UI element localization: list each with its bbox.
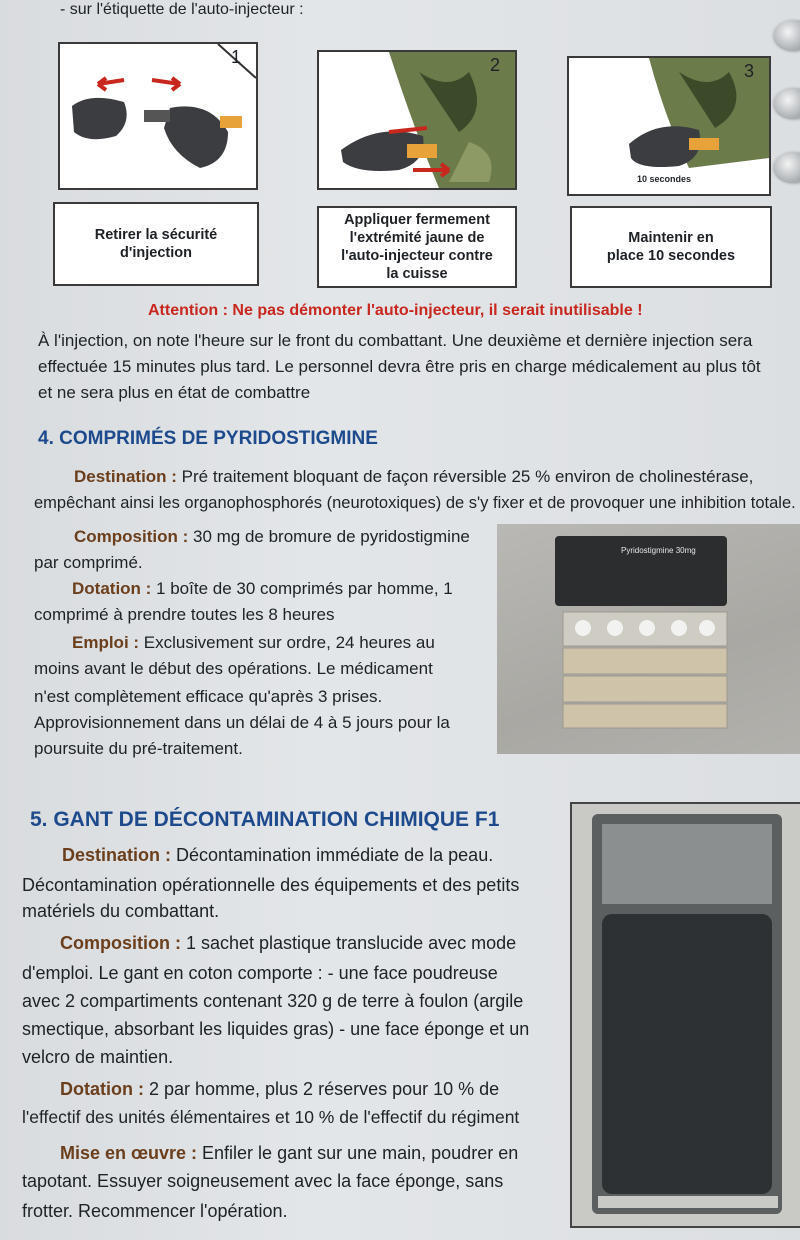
pyridostigmine-photo [497, 524, 800, 754]
caption-line: Maintenir en [628, 230, 714, 246]
destination-line [62, 842, 493, 868]
pill-box-illustration [497, 524, 800, 754]
caption-line: Retirer la sécurité [94, 227, 218, 243]
dotation-line: comprimé à prendre toutes les 8 heures [34, 605, 335, 624]
composition-line: par comprimé. [34, 553, 143, 572]
destination-label: Destination : [74, 467, 177, 486]
attention-warning: Attention : Ne pas démonter l'auto-injecteur, il serait inutilisable ! [148, 302, 643, 319]
mise-line: frotter. Recommencer l'opération. [22, 1201, 288, 1221]
emploi-label: Emploi : [72, 633, 140, 652]
step-number: 1 [230, 47, 241, 67]
step-3-illustration [567, 56, 771, 196]
composition-line: velcro de maintien. [22, 1047, 174, 1067]
intro-line: - sur l'étiquette de l'auto-injecteur : [60, 1, 304, 18]
destination-text: Décontamination immédiate de la peau. [171, 845, 494, 865]
dotation-label: Dotation : [60, 1079, 144, 1099]
destination-line: empêchant ainsi les organophosphorés (neurotoxiques) de s'y fixer et de provoquer une inhibition totale. [34, 494, 796, 512]
binder-ring [774, 20, 800, 50]
dotation-text: 2 par homme, plus 2 réserves pour 10 % de [143, 1079, 500, 1099]
emploi-text: Exclusivement sur ordre, 24 heures au [139, 633, 435, 652]
step-2-illustration [317, 50, 517, 190]
composition-line: avec 2 compartiments contenant 320 g de terre à foulon (argile [22, 991, 524, 1011]
mise-line: tapotant. Essuyer soigneusement avec la face éponge, sans [22, 1171, 504, 1191]
injection-text-line: et ne sera plus en état de combattre [38, 383, 311, 402]
dotation-line: l'effectif des unités élémentaires et 10 % de l'effectif du régiment [22, 1107, 520, 1127]
dotation-line [72, 576, 453, 602]
dotation-label: Dotation : [72, 579, 152, 598]
dotation-text: 1 boîte de 30 comprimés par homme, 1 [151, 579, 453, 598]
injection-text-line: effectuée 15 minutes plus tard. Le personnel devra être pris en charge médicalement au plus tôt [38, 357, 761, 376]
composition-text: 30 mg de bromure de pyridostigmine [188, 527, 470, 546]
step-number: 3 [743, 61, 754, 81]
pill-box-label: Pyridostigmine 30mg [621, 546, 696, 555]
step-2-caption [317, 206, 517, 288]
mise-line [60, 1140, 518, 1166]
step-number: 2 [489, 55, 500, 75]
binder-ring [774, 152, 800, 182]
caption-line: la cuisse [386, 266, 448, 282]
glove-sachet-photo [570, 802, 800, 1228]
dotation-line [60, 1076, 499, 1102]
emploi-line: poursuite du pré-traitement. [34, 739, 243, 758]
binder-ring [774, 88, 800, 118]
caption-line: place 10 secondes [606, 248, 736, 264]
composition-label: Composition : [60, 933, 181, 953]
timer-label: 10 secondes [637, 174, 692, 184]
emploi-line [72, 630, 435, 656]
step-1-illustration [58, 42, 258, 190]
section-4-title: 4. COMPRIMÉS DE PYRIDOSTIGMINE [38, 428, 378, 449]
composition-line [60, 930, 516, 956]
emploi-line: Approvisionnement dans un délai de 4 à 5 jours pour la [34, 713, 450, 732]
section-5-title: 5. GANT DE DÉCONTAMINATION CHIMIQUE F1 [30, 808, 500, 831]
destination-text: Pré traitement bloquant de façon réversible 25 % environ de cholinestérase, [176, 467, 754, 486]
mise-label: Mise en œuvre : [60, 1143, 198, 1163]
caption-line: d'injection [120, 245, 192, 261]
destination-line [74, 464, 753, 490]
destination-line: matériels du combattant. [22, 901, 220, 921]
destination-label: Destination : [62, 845, 172, 865]
emploi-line: n'est complètement efficace qu'après 3 prises. [34, 687, 383, 706]
composition-line: smectique, absorbant les liquides gras) - une face éponge et un [22, 1019, 530, 1039]
injection-text-line: À l'injection, on note l'heure sur le front du combattant. Une deuxième et dernière injection sera [38, 331, 753, 350]
mise-text: Enfiler le gant sur une main, poudrer en [197, 1143, 519, 1163]
destination-line: Décontamination opérationnelle des équipements et des petits [22, 875, 520, 895]
composition-label: Composition : [74, 527, 189, 546]
caption-line: l'extrémité jaune de [349, 230, 485, 246]
step-1-caption [53, 202, 259, 286]
composition-line [74, 524, 470, 550]
composition-text: 1 sachet plastique translucide avec mode [180, 933, 517, 953]
composition-line: d'emploi. Le gant en coton comporte : - une face poudreuse [22, 963, 498, 983]
emploi-line: moins avant le début des opérations. Le médicament [34, 659, 433, 678]
sachet-illustration [572, 804, 800, 1226]
caption-line: l'auto-injecteur contre [341, 248, 493, 264]
step-3-caption [570, 206, 772, 288]
caption-line: Appliquer fermement [344, 212, 490, 228]
